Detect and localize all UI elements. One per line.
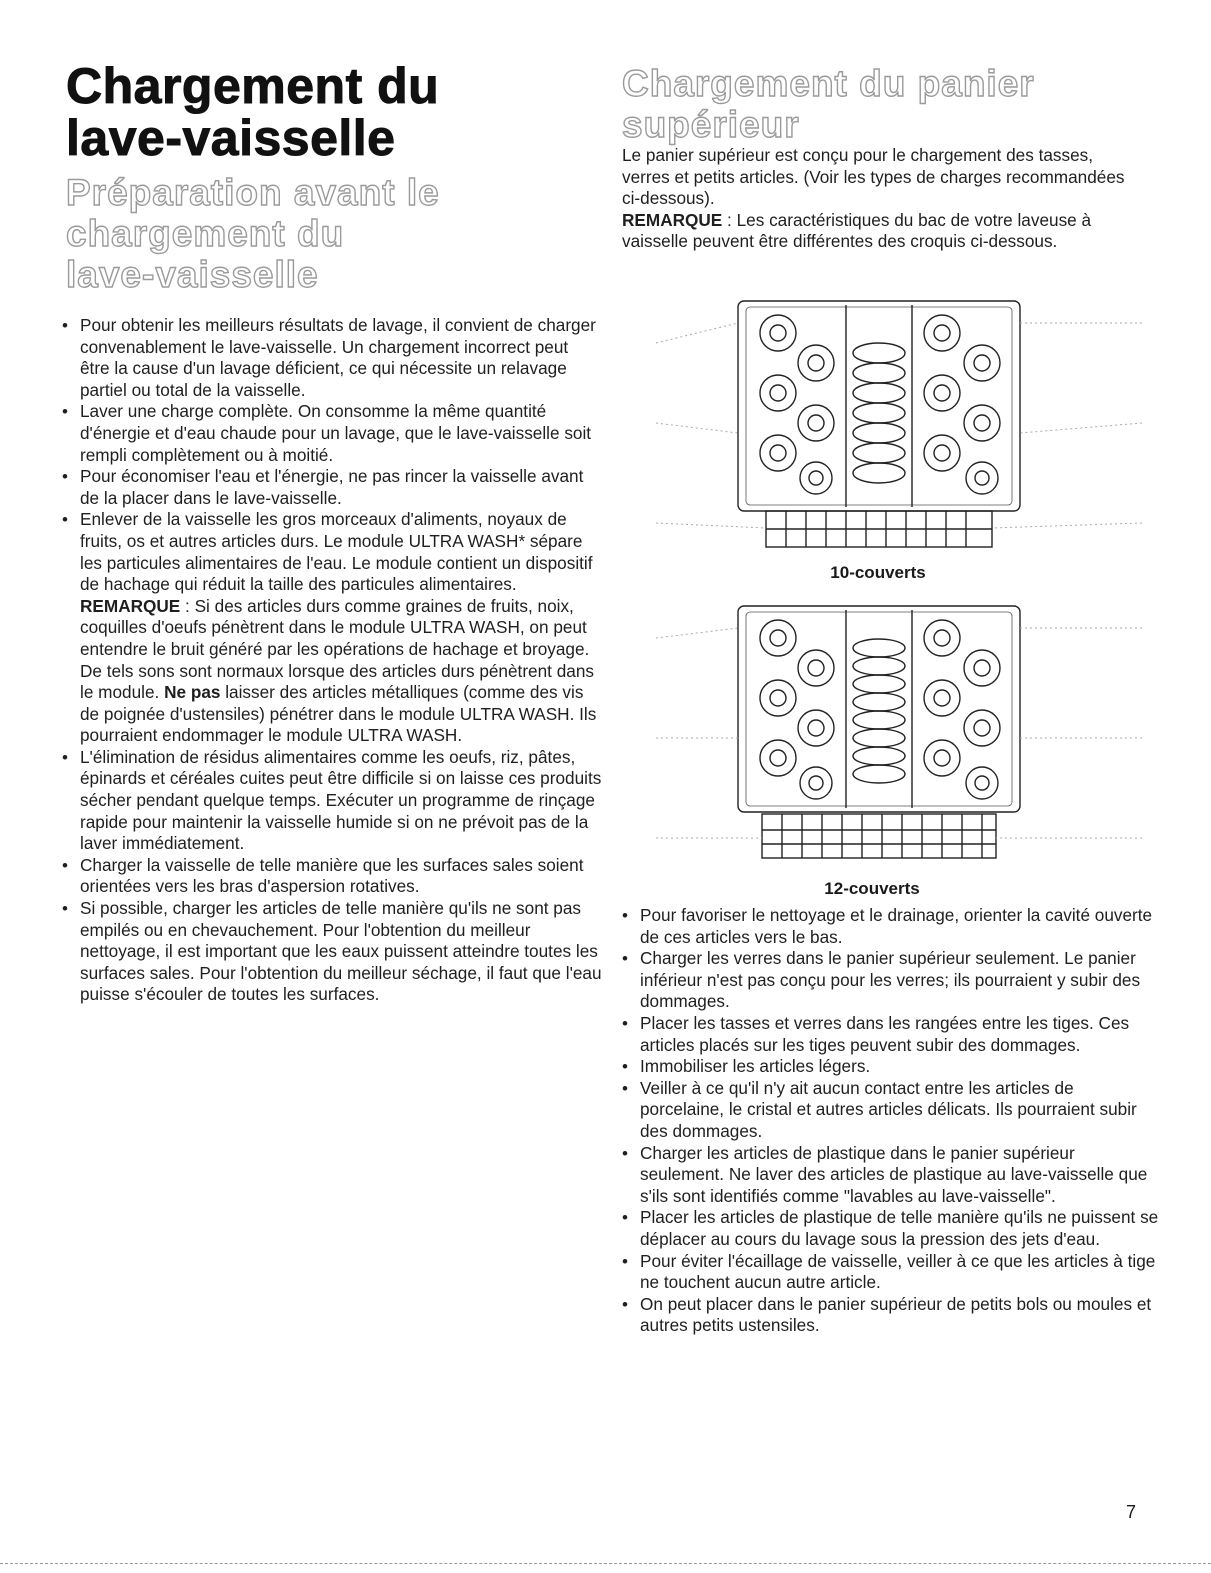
preparation-list — [62, 315, 602, 1006]
heading-line: chargement du — [66, 213, 345, 254]
note-label: REMARQUE — [80, 595, 181, 616]
page-title — [66, 60, 439, 164]
intro-paragraph: Le panier supérieur est conçu pour le chargement des tasses, verres et petits articles. (Voir les types de charges recommandées ci-dessous). — [622, 145, 1125, 209]
section-heading-upper-rack — [622, 63, 1142, 145]
page-title-line1: Chargement du — [66, 58, 440, 114]
list-item: • Pour éviter l'écaillage de vaisselle, veiller à ce que les articles à tige ne touchent aucun autre article. — [622, 1251, 1162, 1294]
heading-line: Chargement du panier — [622, 63, 1035, 104]
list-item: • Placer les articles de plastique de telle manière qu'ils ne puissent se déplacer au cours du lavage sous la pression des jets d'eau. — [622, 1207, 1162, 1250]
intro-note — [622, 210, 1142, 253]
page-number: 7 — [1126, 1502, 1137, 1522]
list-item: • Charger la vaisselle de telle manière que les surfaces sales soient orientées vers les bras d'aspersion rotatives. — [62, 855, 602, 898]
section-heading-preparation — [66, 172, 586, 295]
list-item: • Enlever de la vaisselle les gros morceaux d'aliments, noyaux de fruits, os et autres articles durs. Le module ULTRA WASH* sépare les particules alimentaires de l'eau. Le module contient un dispositif de hachage qui réduit la taille des particules alimentaires. — [62, 509, 602, 595]
heading-line: Préparation avant le — [66, 172, 440, 213]
note-emphasis: Ne pas — [164, 682, 221, 703]
note-text-before: : Si des articles durs comme graines de fruits, noix, coquilles d'oeufs pénètrent dans le module ULTRA WASH, on peut entendre le bruit généré par les opérations de hachage et broyage. De tels sons sont normaux lorsque des articles durs pénètrent dans le module. — [80, 595, 594, 703]
rack-illustration-10-place — [646, 283, 1152, 553]
divider — [0, 1563, 1211, 1564]
list-item: • Immobiliser les articles légers. — [622, 1056, 1162, 1078]
list-item: • L'élimination de résidus alimentaires comme les oeufs, riz, pâtes, épinards et céréales cuites peut être difficile si on laisse ces produits sécher pendant quelque temps. Exécuter un programme de rinçage rapide pour maintenir la vaisselle humide si on ne prévoit pas de la laver immédiatement. — [62, 747, 602, 855]
note-text-after: laisser des articles métalliques (comme des vis de poignée d'ustensiles) pénétrer dans le module ULTRA WASH. Ils pourraient endommager le module ULTRA WASH. — [80, 682, 597, 746]
upper-rack-intro — [622, 145, 1142, 253]
list-item: • On peut placer dans le panier supérieur de petits bols ou moules et autres petits ustensiles. — [622, 1294, 1162, 1337]
list-item: • Veiller à ce qu'il n'y ait aucun contact entre les articles de porcelaine, le cristal et autres articles délicats. Ils pourraient subir des dommages. — [622, 1078, 1162, 1143]
note-paragraph — [62, 596, 602, 747]
rack-illustration-12-place — [646, 598, 1152, 866]
list-item: • Pour favoriser le nettoyage et le drainage, orienter la cavité ouverte de ces articles vers le bas. — [622, 905, 1162, 948]
figure-caption-12: 12-couverts — [824, 879, 920, 898]
list-item: • Charger les articles de plastique dans le panier supérieur seulement. Ne laver des articles de plastique au lave-vaisselle que s'ils sont identifiés comme "lavables au lave-vaisselle". — [622, 1143, 1162, 1208]
note-text: : Les caractéristiques du bac de votre laveuse à vaisselle peuvent être différentes des croquis ci-dessous. — [622, 209, 1092, 252]
upper-rack-list — [622, 905, 1162, 1337]
page-title-line2: lave-vaisselle — [66, 110, 396, 166]
list-item: • Placer les tasses et verres dans les rangées entre les tiges. Ces articles placés sur les tiges peuvent subir des dommages. — [622, 1013, 1162, 1056]
list-item: • Pour économiser l'eau et l'énergie, ne pas rincer la vaisselle avant de la placer dans le lave-vaisselle. — [62, 466, 602, 509]
list-item: • Si possible, charger les articles de telle manière qu'ils ne sont pas empilés ou en chevauchement. Pour l'obtention du meilleur nettoyage, il est important que les eaux puissent atteindre toutes les surfaces sales. Pour l'obtention du meilleur séchage, il faut que l'eau puisse s'écouler de toutes les surfaces. — [62, 898, 602, 1006]
heading-line: supérieur — [622, 104, 800, 145]
figure-caption-10: 10-couverts — [830, 563, 926, 582]
list-item: • Pour obtenir les meilleurs résultats de lavage, il convient de charger convenablement le lave-vaisselle. Un chargement incorrect peut être la cause d'un lavage déficient, ce qui nécessite un relavage partiel ou total de la vaisselle. — [62, 315, 602, 401]
heading-line: lave-vaisselle — [66, 254, 319, 295]
note-label: REMARQUE — [622, 209, 723, 230]
list-item: • Laver une charge complète. On consomme la même quantité d'énergie et d'eau chaude pour un lavage, que le lave-vaisselle soit rempli complètement ou à moitié. — [62, 401, 602, 466]
list-item: • Charger les verres dans le panier supérieur seulement. Le panier inférieur n'est pas conçu pour les verres; ils pourraient y subir des dommages. — [622, 948, 1162, 1013]
